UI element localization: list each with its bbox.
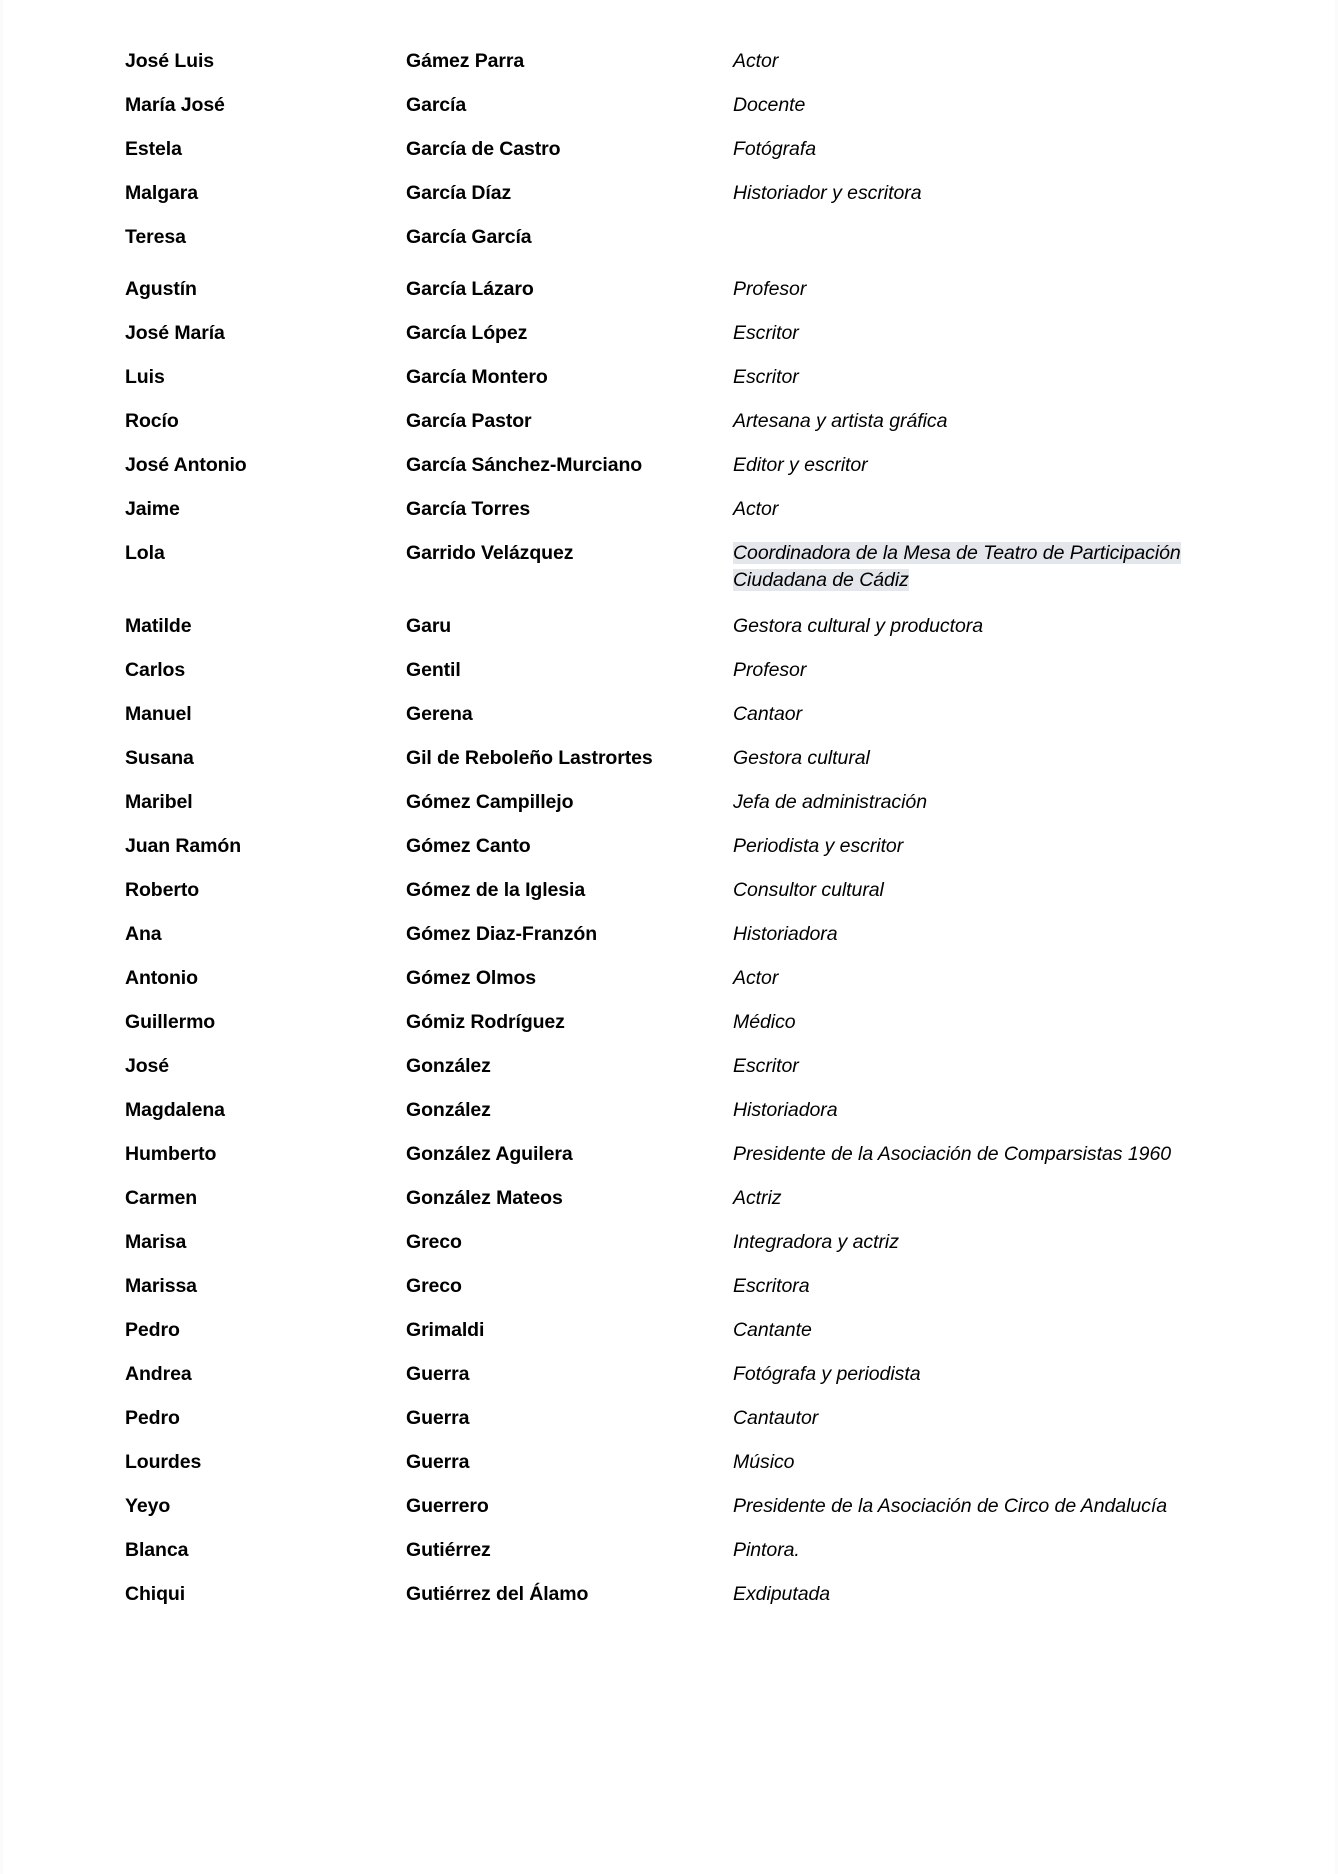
person-first-name: Chiqui <box>125 1583 186 1605</box>
person-last-name: González <box>406 1099 491 1121</box>
person-role: Pintora. <box>733 1539 800 1561</box>
person-role: Presidente de la Asociación de Comparsistas 1960 <box>733 1143 1172 1165</box>
person-first-name: Lola <box>125 542 165 564</box>
person-last-name: Guerra <box>406 1451 470 1473</box>
person-role: Historiadora <box>733 923 838 945</box>
person-last-name: Gámez Parra <box>406 50 525 72</box>
table-row <box>125 833 1245 860</box>
person-last-name: García López <box>406 322 528 344</box>
person-first-name: Magdalena <box>125 1099 225 1121</box>
table-row <box>125 224 1245 259</box>
person-role: Profesor <box>733 659 807 681</box>
person-role: Docente <box>733 94 806 116</box>
table-row <box>125 364 1245 391</box>
person-role: Consultor cultural <box>733 879 884 901</box>
person-role: Fotógrafa <box>733 138 817 160</box>
person-last-name: García Montero <box>406 366 548 388</box>
person-first-name: José Antonio <box>125 454 247 476</box>
table-row <box>125 1581 1245 1608</box>
person-role: Cantante <box>733 1319 812 1341</box>
person-last-name: García <box>406 94 467 116</box>
person-last-name: González <box>406 1055 491 1077</box>
person-first-name: Andrea <box>125 1363 192 1385</box>
person-first-name: Pedro <box>125 1407 180 1429</box>
table-row <box>125 657 1245 684</box>
person-role: Escritor <box>733 1055 799 1077</box>
table-row <box>125 921 1245 948</box>
person-role <box>733 540 1203 594</box>
person-last-name: García Torres <box>406 498 531 520</box>
person-first-name: Lourdes <box>125 1451 202 1473</box>
person-first-name: Susana <box>125 747 194 769</box>
person-first-name: Marissa <box>125 1275 197 1297</box>
person-last-name: García Pastor <box>406 410 532 432</box>
person-first-name: Roberto <box>125 879 200 901</box>
table-row <box>125 1273 1245 1300</box>
person-role: Músico <box>733 1451 795 1473</box>
person-role: Cantaor <box>733 703 803 725</box>
table-row <box>125 48 1245 75</box>
table-row <box>125 496 1245 523</box>
person-role: Periodista y escritor <box>733 835 904 857</box>
person-last-name: Gómez Olmos <box>406 967 537 989</box>
person-first-name: Yeyo <box>125 1495 171 1517</box>
table-row <box>125 1449 1245 1476</box>
person-first-name: Agustín <box>125 278 197 300</box>
person-role: Profesor <box>733 278 807 300</box>
person-first-name: José María <box>125 322 225 344</box>
person-first-name: Guillermo <box>125 1011 216 1033</box>
person-first-name: Rocío <box>125 410 179 432</box>
person-first-name: Maribel <box>125 791 193 813</box>
person-role: Jefa de administración <box>733 791 928 813</box>
person-first-name: Estela <box>125 138 182 160</box>
table-row <box>125 320 1245 347</box>
person-role: Historiadora <box>733 1099 838 1121</box>
table-row <box>125 1405 1245 1432</box>
person-last-name: Guerra <box>406 1407 470 1429</box>
table-row <box>125 540 1245 594</box>
table-row <box>125 136 1245 163</box>
person-last-name: Gómez Canto <box>406 835 531 857</box>
table-row <box>125 1537 1245 1564</box>
person-first-name: Teresa <box>125 226 186 248</box>
person-first-name: Juan Ramón <box>125 835 242 857</box>
page-edge-left <box>0 0 3 1874</box>
person-last-name: González Aguilera <box>406 1143 573 1165</box>
person-first-name: Pedro <box>125 1319 180 1341</box>
table-row <box>125 1229 1245 1256</box>
table-row <box>125 408 1245 435</box>
table-row <box>125 276 1245 303</box>
person-role: Escritora <box>733 1275 810 1297</box>
person-last-name: Greco <box>406 1275 462 1297</box>
table-row <box>125 877 1245 904</box>
table-row <box>125 1361 1245 1388</box>
person-first-name: Humberto <box>125 1143 217 1165</box>
person-last-name: Gómez Campillejo <box>406 791 574 813</box>
person-last-name: Gómez Diaz-Franzón <box>406 923 598 945</box>
person-role: Escritor <box>733 322 799 344</box>
person-last-name: Grimaldi <box>406 1319 485 1341</box>
person-role: Cantautor <box>733 1407 819 1429</box>
person-role: Artesana y artista gráfica <box>733 410 948 432</box>
person-role: Gestora cultural y productora <box>733 615 984 637</box>
table-row <box>125 613 1245 640</box>
person-last-name: Gentil <box>406 659 461 681</box>
person-last-name: Gutiérrez <box>406 1539 491 1561</box>
person-last-name: García Lázaro <box>406 278 534 300</box>
person-last-name: Gutiérrez del Álamo <box>406 1583 589 1605</box>
person-last-name: García de Castro <box>406 138 561 160</box>
person-role: Actor <box>733 967 779 989</box>
person-last-name: Gerena <box>406 703 473 725</box>
person-role <box>733 224 1203 259</box>
person-first-name: Manuel <box>125 703 192 725</box>
person-first-name: José <box>125 1055 170 1077</box>
people-directory-list <box>125 48 1245 1625</box>
person-role: Escritor <box>733 366 799 388</box>
person-last-name: Guerrero <box>406 1495 489 1517</box>
person-role: Actor <box>733 50 779 72</box>
person-role: Fotógrafa y periodista <box>733 1363 921 1385</box>
table-row <box>125 1053 1245 1080</box>
table-row <box>125 1009 1245 1036</box>
person-first-name: Jaime <box>125 498 180 520</box>
person-first-name: Luis <box>125 366 165 388</box>
person-role: Integradora y actriz <box>733 1231 899 1253</box>
person-first-name: José Luis <box>125 50 215 72</box>
person-first-name: Ana <box>125 923 162 945</box>
table-row <box>125 701 1245 728</box>
table-row <box>125 1317 1245 1344</box>
person-last-name: García Díaz <box>406 182 512 204</box>
table-row <box>125 180 1245 207</box>
person-first-name: Marisa <box>125 1231 187 1253</box>
table-row <box>125 1185 1245 1212</box>
person-role: Editor y escritor <box>733 454 868 476</box>
person-last-name: Gómiz Rodríguez <box>406 1011 565 1033</box>
person-last-name: García Sánchez-Murciano <box>406 454 643 476</box>
person-last-name: Guerra <box>406 1363 470 1385</box>
person-role: Presidente de la Asociación de Circo de Andalucía <box>733 1495 1168 1517</box>
person-role: Actor <box>733 498 779 520</box>
person-first-name: Carlos <box>125 659 186 681</box>
person-role: Exdiputada <box>733 1583 831 1605</box>
person-last-name: González Mateos <box>406 1187 563 1209</box>
person-last-name: Gil de Reboleño Lastrortes <box>406 747 653 769</box>
table-row <box>125 789 1245 816</box>
person-role: Actriz <box>733 1187 782 1209</box>
person-last-name: Garrido Velázquez <box>406 542 574 564</box>
person-first-name: Malgara <box>125 182 198 204</box>
person-role: Gestora cultural <box>733 747 870 769</box>
table-row <box>125 452 1245 479</box>
person-last-name: Gómez de la Iglesia <box>406 879 586 901</box>
person-last-name: Garu <box>406 615 452 637</box>
table-row <box>125 1097 1245 1124</box>
table-row <box>125 1141 1245 1168</box>
person-first-name: Matilde <box>125 615 192 637</box>
table-row <box>125 92 1245 119</box>
person-first-name: Antonio <box>125 967 198 989</box>
person-last-name: García García <box>406 226 532 248</box>
person-first-name: Blanca <box>125 1539 189 1561</box>
person-first-name: María José <box>125 94 225 116</box>
person-last-name: Greco <box>406 1231 462 1253</box>
person-first-name: Carmen <box>125 1187 198 1209</box>
person-role-highlight: Coordinadora de la Mesa de Teatro de Participación Ciudadana de Cádiz <box>733 542 1181 591</box>
person-role: Historiador y escritora <box>733 182 922 204</box>
table-row <box>125 1493 1245 1520</box>
table-row <box>125 745 1245 772</box>
person-role: Médico <box>733 1011 796 1033</box>
table-row <box>125 965 1245 992</box>
